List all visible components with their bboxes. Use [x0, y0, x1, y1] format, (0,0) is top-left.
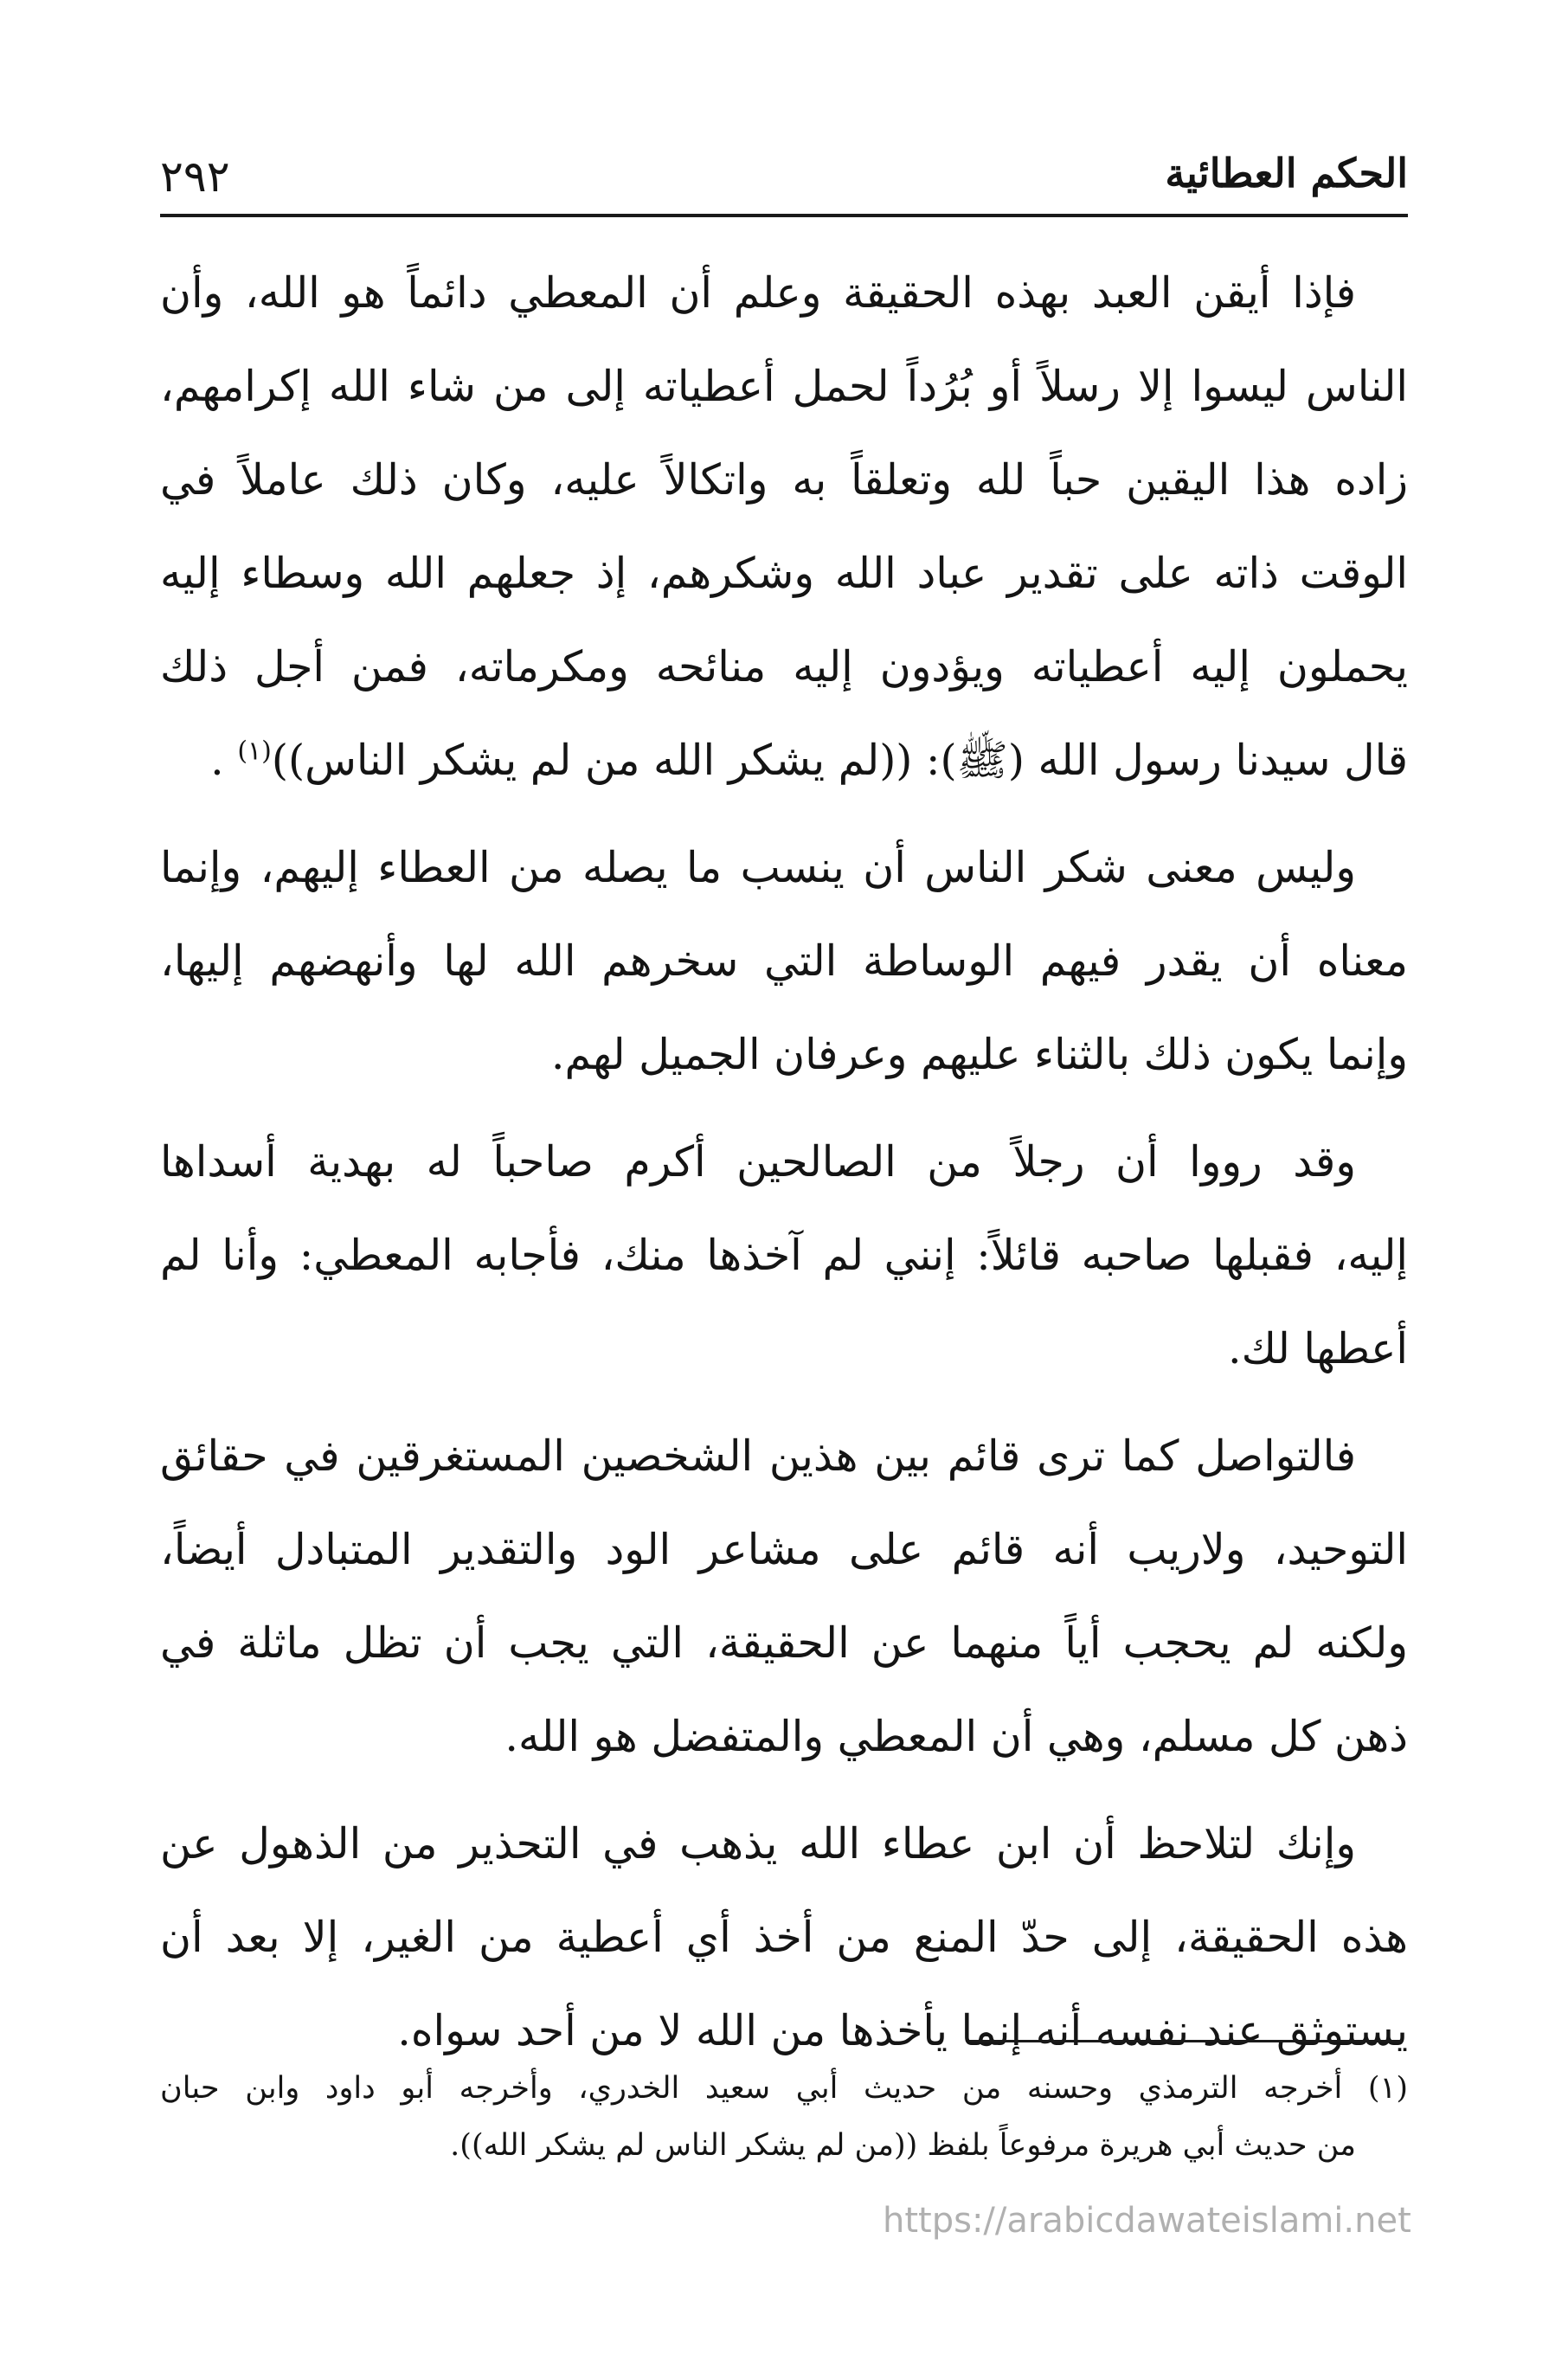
paragraph-3 — [160, 1116, 1408, 1396]
body-text — [160, 247, 1408, 2092]
text-line: فالتواصل كما ترى قائم بين هذين الشخصين المستغرقين في حقائق — [160, 1431, 1356, 1481]
text-line: ولكنه لم يحجب أياً منهما عن الحقيقة، التي يجب أن تظل ماثلة في — [160, 1618, 1408, 1668]
text-line: ذهن كل مسلم، وهي أن المعطي والمتفضل هو الله. — [504, 1712, 1408, 1761]
page-number: ٢٩٢ — [160, 151, 230, 202]
text-line: الوقت ذاته على تقدير عباد الله وشكرهم، إذ جعلهم الله وسطاء إليه — [160, 549, 1408, 598]
text-line: إليه، فقبلها صاحبه قائلاً: إنني لم آخذها منك، فأجابه المعطي: وأنا لم — [160, 1231, 1408, 1280]
text-line: وإنما يكون ذلك بالثناء عليهم وعرفان الجميل لهم. — [550, 1030, 1408, 1079]
footnote-line: (١) أخرجه الترمذي وحسنه من حديث أبي سعيد الخدري، وأخرجه أبو داود وابن حبان — [160, 2071, 1408, 2106]
text-line: يستوثق عند نفسه أنه إنما يأخذها من الله لا من أحد سواه. — [397, 2006, 1408, 2055]
header-rule — [160, 214, 1408, 217]
footnote-separator — [969, 2040, 1402, 2042]
footnotes — [160, 2060, 1408, 2174]
watermark-url: https://arabicdawateislami.net — [883, 2201, 1411, 2241]
running-header — [160, 138, 1408, 225]
paragraph-1 — [160, 247, 1408, 807]
text-line-with-footnote — [160, 714, 1408, 807]
text-line: معناه أن يقدر فيهم الوساطة التي سخرهم الله لها وأنهضهم إليها، — [160, 936, 1408, 986]
paragraph-4 — [160, 1410, 1408, 1784]
text-line: أعطها لك. — [1228, 1324, 1408, 1373]
text-line: الناس ليسوا إلا رسلاً أو بُرُداً لحمل أعطياته إلى من شاء الله إكرامهم، — [160, 362, 1408, 411]
paragraph-5 — [160, 1798, 1408, 2078]
hadith-quote-line: قال سيدنا رسول الله (ﷺ): ((لم يشكر الله من لم يشكر الناس)) — [271, 736, 1408, 785]
text-line: هذه الحقيقة، إلى حدّ المنع من أخذ أي أعطية من الغير، إلا بعد أن — [160, 1913, 1408, 1962]
text-line: وقد رووا أن رجلاً من الصالحين أكرم صاحباً له بهدية أسداها — [160, 1137, 1356, 1187]
text-line: وليس معنى شكر الناس أن ينسب ما يصله من العطاء إليهم، وإنما — [160, 843, 1356, 892]
paragraph-2 — [160, 821, 1408, 1102]
text-line: التوحيد، ولاريب أنه قائم على مشاعر الود والتقدير المتبادل أيضاً، — [160, 1525, 1408, 1574]
text-line: فإذا أيقن العبد بهذه الحقيقة وعلم أن المعطي دائماً هو الله، وأن — [160, 268, 1356, 318]
sentence-end: . — [210, 736, 238, 785]
footnote-reference[interactable]: (١) — [237, 736, 272, 767]
text-line: وإنك لتلاحظ أن ابن عطاء الله يذهب في التحذير من الذهول عن — [160, 1819, 1356, 1869]
text-line: زاده هذا اليقين حباً لله وتعلقاً به واتكالاً عليه، وكان ذلك عاملاً في — [160, 455, 1408, 505]
footnote-line: من حديث أبي هريرة مرفوعاً بلفظ ((من لم يشكر الناس لم يشكر الله)). — [450, 2128, 1356, 2163]
running-title: الحكم العطائية — [1165, 150, 1408, 196]
text-line: يحملون إليه أعطياته ويؤدون إليه منائحه ومكرماته، فمن أجل ذلك — [160, 642, 1408, 691]
